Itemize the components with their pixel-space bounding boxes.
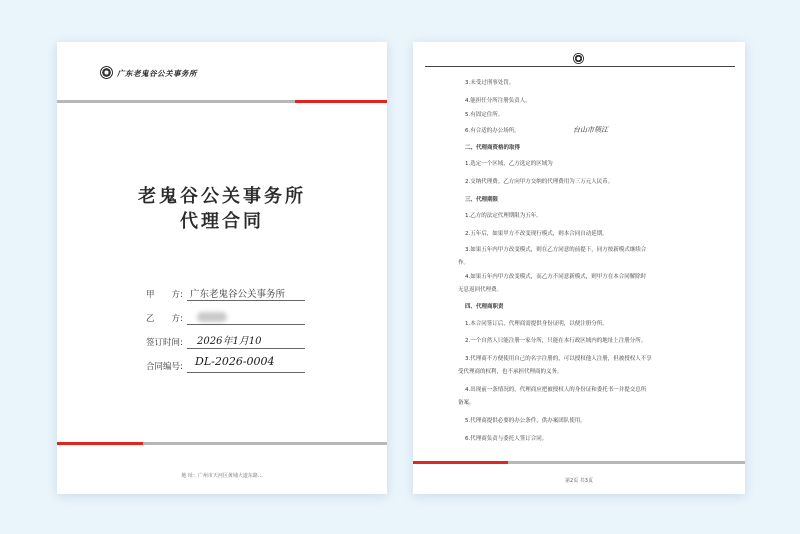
page-number: 第2页 共3页 (565, 478, 593, 484)
contract-no-label: 合同编号: (146, 362, 183, 372)
party-b-label: 乙 方: (146, 314, 183, 324)
header-rule (425, 66, 735, 67)
cover-title-line1: 老鬼谷公关事务所 (138, 186, 306, 207)
clause-line: 6.代理商负责与委托人签订合同。 (465, 436, 548, 442)
section-heading: 四、代理商职责 (465, 304, 504, 310)
contract-inner-page (413, 42, 745, 494)
clause-line: 2.一个自然人只能注册一家分所，只能在本行政区域内的地址上注册分所。 (465, 338, 647, 344)
firm-logo-icon (100, 66, 113, 79)
clause-line: 3.如果五年内甲方改变模式，则在乙方同意的前提下，同方按新模式继续合 (465, 247, 647, 253)
party-b-redacted (197, 312, 227, 322)
clause-line: 1.选定一个区域，乙方选定的区域为 (465, 161, 553, 167)
clause-line: 无息返回代理费。 (458, 287, 503, 293)
clause-line: 作。 (458, 260, 470, 266)
party-a-line (187, 300, 305, 301)
clause-line: 4.出现前一条情况的，代理商应把被授权人的身份证和委托书一并提交总所 (465, 387, 647, 393)
clause-line: 4.如果五年内甲方改变模式，而乙方不同意新模式，则甲方在本合同解除时 (465, 274, 647, 280)
clause-line: 1.本合同签订后，代理商需提供身份证明，以便注册分所。 (465, 321, 608, 327)
handwritten-region: 台山市领江 (573, 126, 608, 134)
clause-line: 6.有合适的办公场所。 (465, 128, 520, 134)
cover-title-line2: 代理合同 (180, 211, 264, 232)
footer-band (57, 442, 387, 445)
firm-name-header: 广东老鬼谷公关事务所 (117, 69, 197, 78)
clause-line: 2.交纳代理费。乙方向甲方交纳的代理费用为三万元人民币。 (465, 179, 614, 185)
party-a-value: 广东老鬼谷公关事务所 (190, 289, 286, 300)
clause-line: 5.代理商提供必要的办公条件，供办案团队使用。 (465, 418, 586, 424)
contract-cover-page (57, 42, 387, 494)
party-b-line (187, 324, 305, 325)
clause-line: 3.代理商不方便使用自己的名字注册的，可以授权他人注册，但被授权人不享 (465, 356, 652, 362)
section-heading: 三、代理期限 (465, 197, 499, 203)
firm-logo-icon (573, 53, 584, 64)
clause-line: 4.能担任分所注册负责人。 (465, 98, 531, 104)
clause-line: 受代理商的权利，也不承担代理商的义务。 (458, 369, 563, 375)
party-a-label: 甲 方: (146, 290, 183, 300)
header-band (57, 100, 387, 103)
section-heading: 二、代理商资格的取得 (465, 145, 521, 151)
sign-date-line (187, 348, 305, 349)
contract-no-value: DL-2026-0004 (195, 355, 275, 368)
clause-line: 5.有固定住所。 (465, 112, 504, 118)
clause-line: 3.未受过刑事处罚。 (465, 80, 515, 86)
footer-band (413, 461, 745, 464)
sign-date-label: 签订时间: (146, 338, 183, 348)
clause-line: 备案。 (458, 400, 475, 406)
firm-address: 地 址：广州市天河区黄埔大道东路... (181, 473, 263, 479)
clause-line: 1.乙方的法定代理期限为五年。 (465, 213, 542, 219)
sign-date-value: 2026年1月10 (197, 336, 262, 347)
clause-line: 2.五年后，如果甲方不改变现行模式，则本合同自动延期。 (465, 231, 608, 237)
contract-no-line (187, 372, 305, 373)
